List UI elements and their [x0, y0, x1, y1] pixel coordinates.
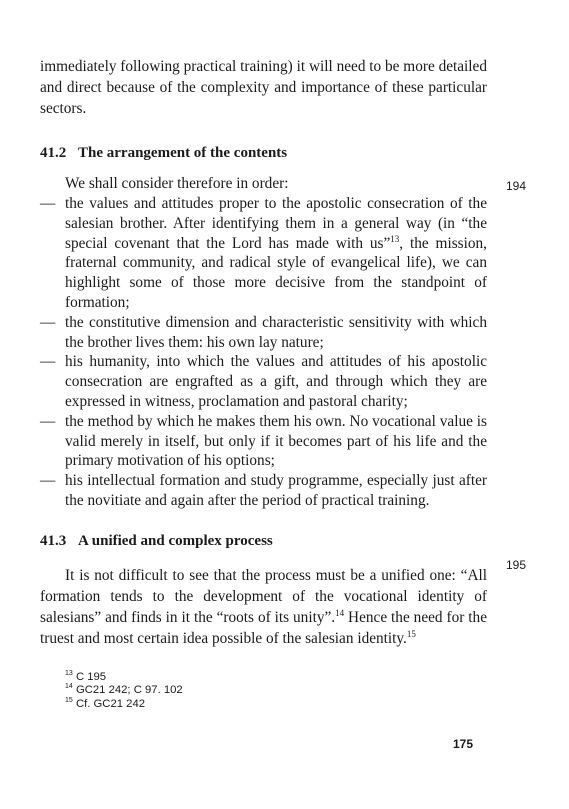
section-paragraph: It is not difficult to see that the process must be a unified one: “All formation tends to the development of the vocational identity of salesians” and finds in it the “roots of its unity”.$^{14}$ Hence the need for the truest and most certain idea possible of the salesian identity.$^{15}$	[40, 566, 487, 647]
section-number: 41.3	[40, 532, 67, 549]
footnotes	[40, 671, 487, 712]
list-item: — his humanity, into which the values and attitudes of his apostolic consecration are engrafted as a gift, and through which they are expressed in witness, proclamation and pastoral charity;	[40, 353, 487, 410]
page-number: 175	[453, 737, 474, 751]
section-lead: We shall consider therefore in order:	[65, 175, 289, 192]
section-title: A unified and complex process	[78, 532, 273, 549]
footnote: $^{15}$ Cf. GC21 242	[65, 696, 146, 710]
section-heading-41-2	[40, 143, 487, 163]
footnote: $^{13}$ C 195	[65, 669, 107, 683]
margin-reference: 195	[506, 558, 527, 572]
footnote: $^{14}$ GC21 242; C 97. 102	[65, 683, 183, 697]
list-item: — the constitutive dimension and characteristic sensitivity with which the brother lives them: his own lay nature;	[40, 313, 487, 351]
intro-paragraph: immediately following practical training) it will need to be more detailed and direct because of the complexity and importance of these particular sectors.	[40, 58, 487, 117]
section-heading-41-3	[40, 531, 487, 551]
margin-reference: 194	[506, 179, 527, 193]
list-item: — his intellectual formation and study programme, especially just after the novitiate and again after the period of practical training.	[40, 472, 487, 509]
footnote-ref: 14	[335, 607, 345, 618]
section-number: 41.2	[40, 145, 67, 161]
section-title: The arrangement of the contents	[78, 145, 288, 161]
list-item: — the values and attitudes proper to the apostolic consecration of the salesian brother. After identifying them in a general way (in “the special covenant that the Lord has made with us”$^{13}$, the mission, fraternal community, and radical style of evangelical life), we can highlight some of those more decisive from the standpoint of formation;	[40, 195, 487, 311]
contents-list	[40, 194, 487, 511]
list-item: — the method by which he makes them his own. No vocational value is valid merely in itself, but only if it becomes part of his life and the primary motivation of his options;	[40, 412, 487, 470]
footnote-ref: 15	[406, 628, 416, 639]
footnote-ref: 13	[390, 233, 400, 244]
page-body	[40, 56, 487, 711]
